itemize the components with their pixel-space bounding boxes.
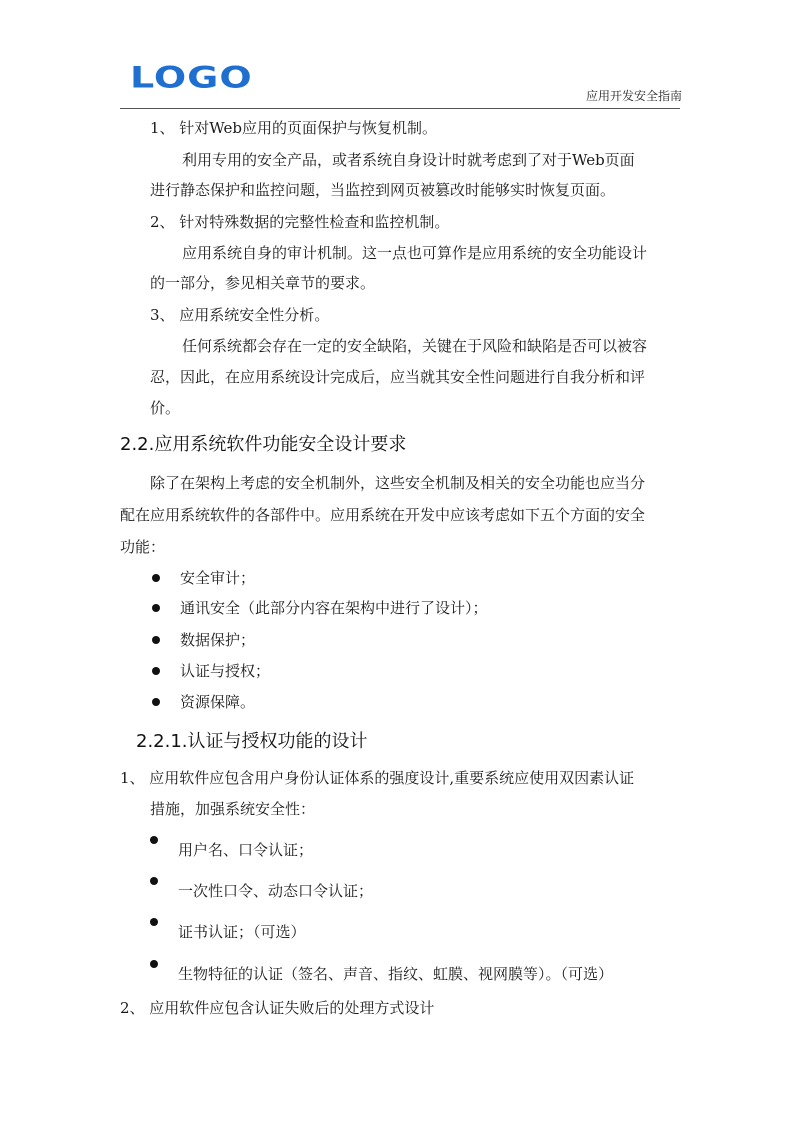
bullet-icon bbox=[152, 667, 160, 675]
paragraph-line: 价。 bbox=[150, 399, 181, 417]
paragraph-line: 配在应用系统软件的各部件中。应用系统在开发中应该考虑如下五个方面的安全 bbox=[120, 506, 646, 524]
bullet-icon bbox=[150, 836, 158, 844]
list-item: 生物特征的认证（签名、声音、指纹、虹膜、视网膜等）。（可选） bbox=[178, 965, 614, 983]
bullet-icon bbox=[152, 574, 160, 582]
bullet-icon bbox=[152, 604, 160, 612]
paragraph-line: 的一部分，参见相关章节的要求。 bbox=[150, 274, 376, 292]
bullet-icon bbox=[152, 698, 160, 706]
bullet-icon bbox=[150, 918, 158, 926]
paragraph-line: 进行静态保护和监控问题，当监控到网页被篡改时能够实时恢复页面。 bbox=[150, 181, 616, 199]
bullet-icon bbox=[150, 877, 158, 885]
list-item: 认证与授权； bbox=[180, 662, 271, 680]
list-item-3: 3、 应用系统安全性分析。 bbox=[150, 306, 330, 324]
list-item: 资源保障。 bbox=[180, 693, 256, 711]
paragraph-line: 利用专用的安全产品，或者系统自身设计时就考虑到了对于Web页面 bbox=[182, 151, 635, 169]
list-item-1: 1、 应用软件应包含用户身份认证体系的强度设计,重要系统应使用双因素认证 bbox=[120, 769, 635, 787]
list-item: 证书认证；（可选） bbox=[178, 923, 306, 941]
list-item-2: 2、 应用软件应包含认证失败后的处理方式设计 bbox=[120, 999, 435, 1017]
paragraph-line: 任何系统都会存在一定的安全缺陷，关键在于风险和缺陷是否可以被容 bbox=[182, 337, 648, 355]
bullet-icon bbox=[150, 960, 158, 968]
bullet-icon bbox=[152, 636, 160, 644]
paragraph-line: 措施，加强系统安全性： bbox=[150, 800, 316, 818]
paragraph-line: 应用系统自身的审计机制。这一点也可算作是应用系统的安全功能设计 bbox=[182, 244, 648, 262]
logo: LOGO bbox=[130, 60, 253, 95]
list-item: 用户名、口令认证； bbox=[178, 841, 314, 859]
list-item-1: 1、 针对Web应用的页面保护与恢复机制。 bbox=[150, 119, 437, 137]
list-item: 安全审计； bbox=[180, 569, 256, 587]
document-title: 应用开发安全指南 bbox=[585, 89, 682, 103]
list-item: 通讯安全（此部分内容在架构中进行了设计）； bbox=[180, 599, 488, 617]
paragraph-line: 功能： bbox=[120, 538, 166, 556]
list-item-2: 2、 针对特殊数据的完整性检查和监控机制。 bbox=[150, 213, 450, 231]
paragraph-line: 忍，因此，在应用系统设计完成后，应当就其安全性问题进行自我分析和评 bbox=[150, 368, 646, 386]
list-item: 一次性口令、动态口令认证； bbox=[178, 882, 374, 900]
header-divider bbox=[120, 108, 680, 109]
subsection-heading: 2.2.1.认证与授权功能的设计 bbox=[136, 731, 368, 752]
list-item: 数据保护； bbox=[180, 631, 256, 649]
paragraph-line: 除了在架构上考虑的安全机制外，这些安全机制及相关的安全功能也应当分 bbox=[150, 474, 646, 492]
section-heading: 2.2.应用系统软件功能安全设计要求 bbox=[120, 434, 407, 455]
